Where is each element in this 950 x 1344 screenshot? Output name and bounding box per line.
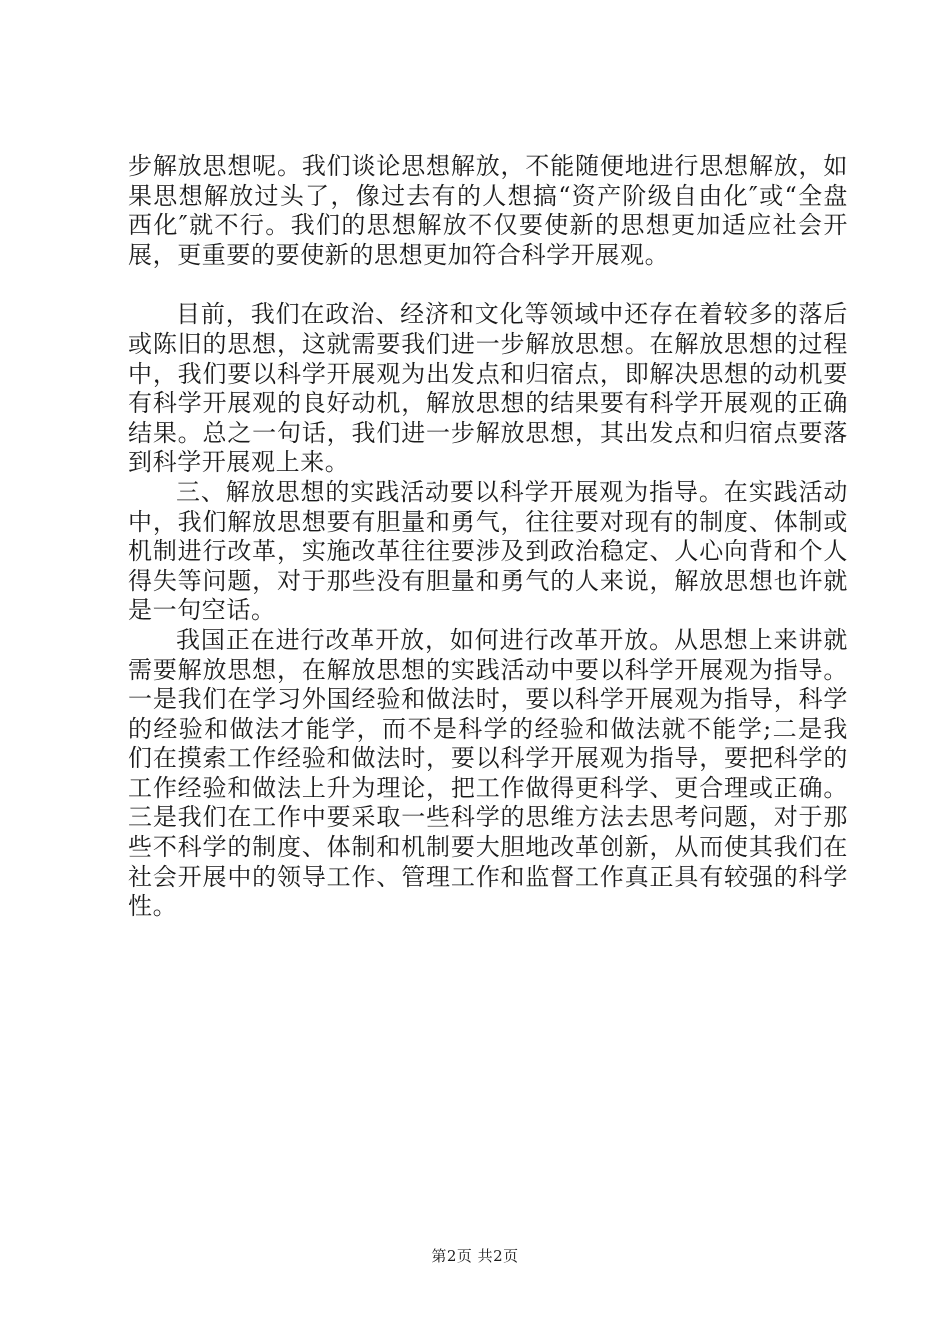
paragraph-current-situation: 目前，我们在政治、经济和文化等领域中还存在着较多的落后或陈旧的思想，这就需要我们进一步解放思想。在解放思想的过程中，我们要以科学开展观为出发点和归宿点，即解决思想的动机要有科学开展观的良好动机，解放思想的结果要有科学开展观的正确结果。总之一句话，我们进一步解放思想，其出发点和归宿点要落到科学开展观上来。 [128,300,848,477]
paragraph-section-three: 三、解放思想的实践活动要以科学开展观为指导。在实践活动中，我们解放思想要有胆量和勇气，往往要对现有的制度、体制或机制进行改革，实施改革往往要涉及到政治稳定、人心向背和个人得失等问题，对于那些没有胆量和勇气的人来说，解放思想也许就是一句空话。 [128,477,848,625]
page-number-footer: 第2页 共2页 [431,1247,519,1265]
document-body [128,152,848,922]
paragraph-reform-opening: 我国正在进行改革开放，如何进行改革开放。从思想上来讲就需要解放思想，在解放思想的实践活动中要以科学开展观为指导。一是我们在学习外国经验和做法时，要以科学开展观为指导，科学的经验和做法才能学，而不是科学的经验和做法就不能学;二是我们在摸索工作经验和做法时，要以科学开展观为指导，要把科学的工作经验和做法上升为理论，把工作做得更科学、更合理或正确。三是我们在工作中要采取一些科学的思维方法去思考问题，对于那些不科学的制度、体制和机制要大胆地改革创新，从而使其我们在社会开展中的领导工作、管理工作和监督工作真正具有较强的科学性。 [128,625,848,921]
paragraph-continuation: 步解放思想呢。我们谈论思想解放，不能随便地进行思想解放，如果思想解放过头了，像过去有的人想搞“资产阶级自由化″或“全盘西化″就不行。我们的思想解放不仅要使新的思想更加适应社会开展，更重要的要使新的思想更加符合科学开展观。 [128,152,848,269]
